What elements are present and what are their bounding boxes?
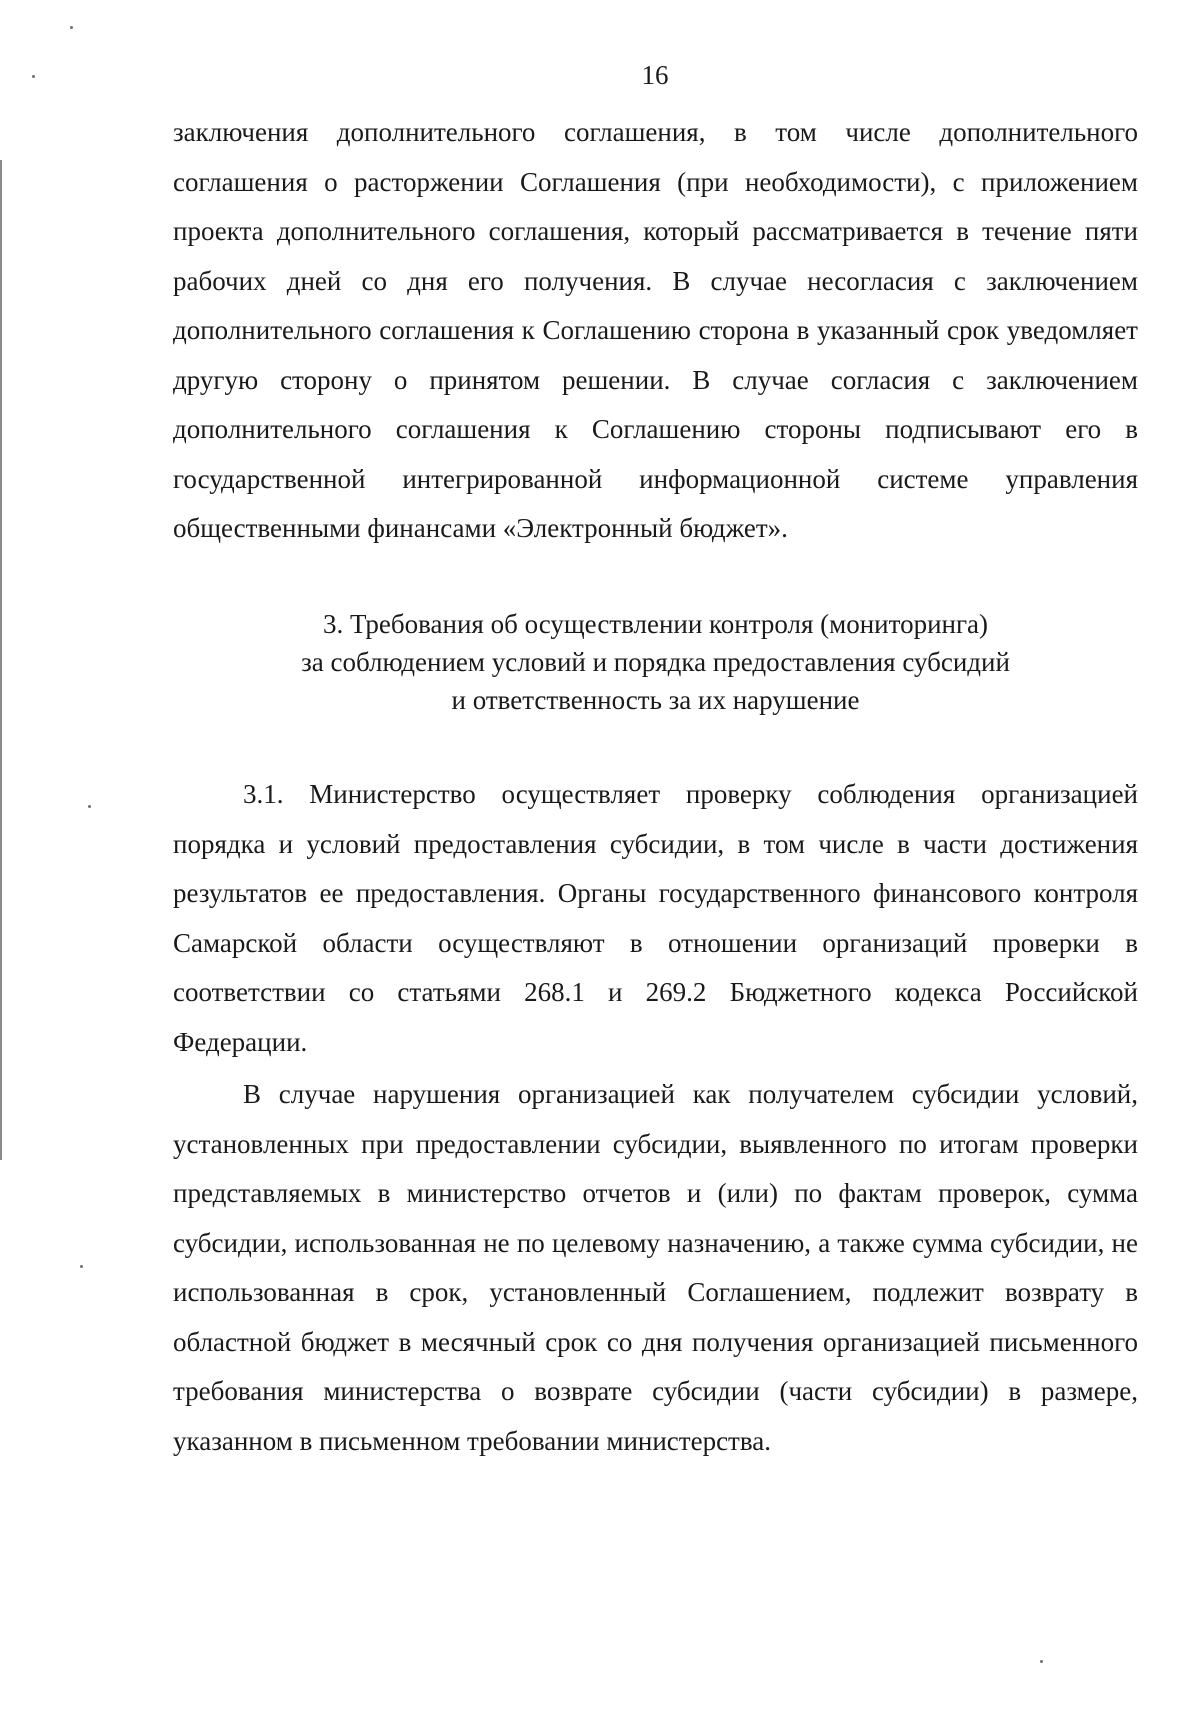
- scan-speck: [1040, 1660, 1043, 1663]
- scan-speck: [70, 26, 73, 29]
- page-number: 16: [641, 60, 669, 90]
- scan-speck: [88, 805, 91, 808]
- paragraph-subsidy-refund: В случае нарушения организацией как получателем субсидии условий, установленных при предоставлении субсидии, выявленного по итогам проверки представляемых в министерство отчетов и (или) по фактам проверок, сумма субсидии, использованная не по целевому назначению, а также сумма субсидии, не использованная в срок, установленный Соглашением, подлежит возврату в областной бюджет в месячный срок со дня получения организацией письменного требования министерства о возврате субсидии (части субсидии) в размере, указанном в письменном требовании министерства.: [173, 1079, 1138, 1456]
- scan-edge-line: [0, 160, 2, 1160]
- section-heading-line: 3. Требования об осуществлении контроля (мониторинга): [322, 609, 989, 639]
- scan-speck: [80, 1265, 83, 1268]
- section-heading: [173, 605, 1138, 719]
- section-heading-line: и ответственность за их нарушение: [451, 685, 860, 715]
- section-heading-line: за соблюдением условий и порядка предоставления субсидий: [301, 647, 1010, 677]
- paragraph-agreement-continuation: заключения дополнительного соглашения, в том числе дополнительного соглашения о расторжении Соглашения (при необходимости), с приложением проекта дополнительного соглашения, который рассматривается в течение пяти рабочих дней со дня его получения. В случае несогласия с заключением дополнительного соглашения к Соглашению сторона в указанный срок уведомляет другую сторону о принятом решении. В случае согласия с заключением дополнительного соглашения к Соглашению стороны подписывают его в государственной интегрированной информационной системе управления общественными финансами «Электронный бюджет».: [173, 117, 1138, 543]
- paragraph-3-1-inspection: 3.1. Министерство осуществляет проверку соблюдения организацией порядка и условий предоставления субсидии, в том числе в части достижения результатов ее предоставления. Органы государственного финансового контроля Самарской области осуществляют в отношении организаций проверки в соответствии со статьями 268.1 и 269.2 Бюджетного кодекса Российской Федерации.: [173, 779, 1138, 1057]
